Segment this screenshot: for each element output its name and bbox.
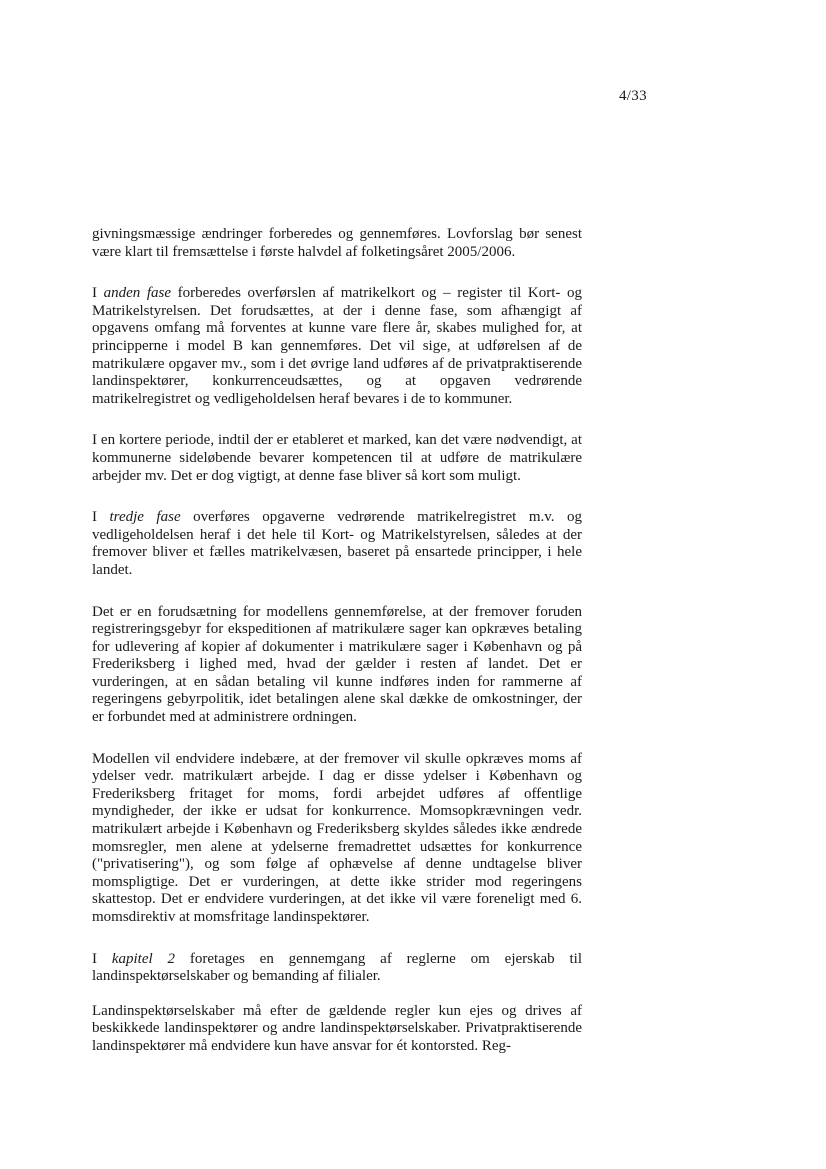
- paragraph-1: givningsmæssige ændringer forberedes og gennemføres. Lovforslag bør senest være klart til fremsættelse i første halvdel af folketingsåret 2005/2006.: [92, 226, 582, 260]
- paragraph-4: I tredje fase overføres opgaverne vedrørende matrikelregistret m.v. og vedligeholdelsen heraf i det hele til Kort- og Matrikelstyrelsen, således at der fremover bliver et fælles matrikelvæsen, baseret på ensartede principper, i hele landet.: [92, 509, 583, 578]
- paragraph-3: I en kortere periode, indtil der er etableret et marked, kan det være nødvendigt, at kommunerne sideløbende bevarer kompetencen til at udføre de matrikulære arbejder mv. Det er dog vigtigt, at denne fase bliver så kort som muligt.: [92, 432, 582, 484]
- paragraph-6: Modellen vil endvidere indebære, at der fremover vil skulle opkræves moms af ydelser vedr. matrikulært arbejde. I dag er disse ydelser i København og Frederiksberg fritaget for moms, fordi arbejdet udføres af offentlige myndigheder, der ikke er udsat for konkurrence. Momsopkrævningen vedr. matrikulært arbejde i København og Frederiksberg skyldes således ikke ændrede momsregler, men alene at ydelserne fremadrettet udsættes for konkurrence ("privatisering"), og som følge af ophævelse af denne undtagelse bliver momspligtige. Det er vurderingen, at dette ikke strider mod regeringens skattestop. Det er endvidere vurderingen, at det ikke vil være foreneligt med 6. momsdirektiv at momsfritage landinspektører.: [92, 750, 582, 925]
- phase-name: tredje fase: [109, 509, 181, 526]
- paragraph-8: Landinspektørselskaber må efter de gældende regler kun ejes og drives af beskikkede landinspektører og andre landinspektørselskaber. Privatpraktiserende landinspektører må endvidere kun have ansvar for ét kontorsted. Reg-: [92, 1002, 582, 1054]
- paragraph-7: I kapitel 2 foretages en gennemgang af reglerne om ejerskab til landinspektørselskaber og bemanding af filialer.: [92, 950, 582, 985]
- paragraph-2: I anden fase forberedes overførslen af matrikelkort og – register til Kort- og Matrikelstyrelsen. Det forudsættes, at der i denne fase, som afhængigt af opgavens omfang må forventes at kunne vare flere år, skabes mulighed for, at principperne i model B kan gennemføres. Det vil sige, at udførelsen af de matrikulære opgaver mv., som i det øvrige land udføres af de privatpraktiserende landinspektører, konkurrenceudsættes, og at opgaven vedrørende matrikelregistret og vedligeholdelsen heraf bevares i de to kommuner.: [92, 285, 582, 407]
- paragraph-5: Det er en forudsætning for modellens gennemførelse, at der fremover foruden registreringsgebyr for ekspeditionen af matrikulære sager kan opkræves betaling for udlevering af kopier af dokumenter i matrikulære sager i København og på Frederiksberg i lighed med, hvad der gælder i resten af landet. Det er vurderingen, at en sådan betaling vil kunne indføres inden for rammerne af regeringens gebyrpolitik, idet betalingen alene skal dække de omkostninger, der er forbundet med at administrere ordningen.: [92, 603, 582, 726]
- body-text: [92, 226, 582, 1080]
- phase-name: anden fase: [103, 285, 172, 302]
- chapter-reference: kapitel 2: [111, 950, 176, 967]
- page-number: 4/33: [619, 88, 647, 104]
